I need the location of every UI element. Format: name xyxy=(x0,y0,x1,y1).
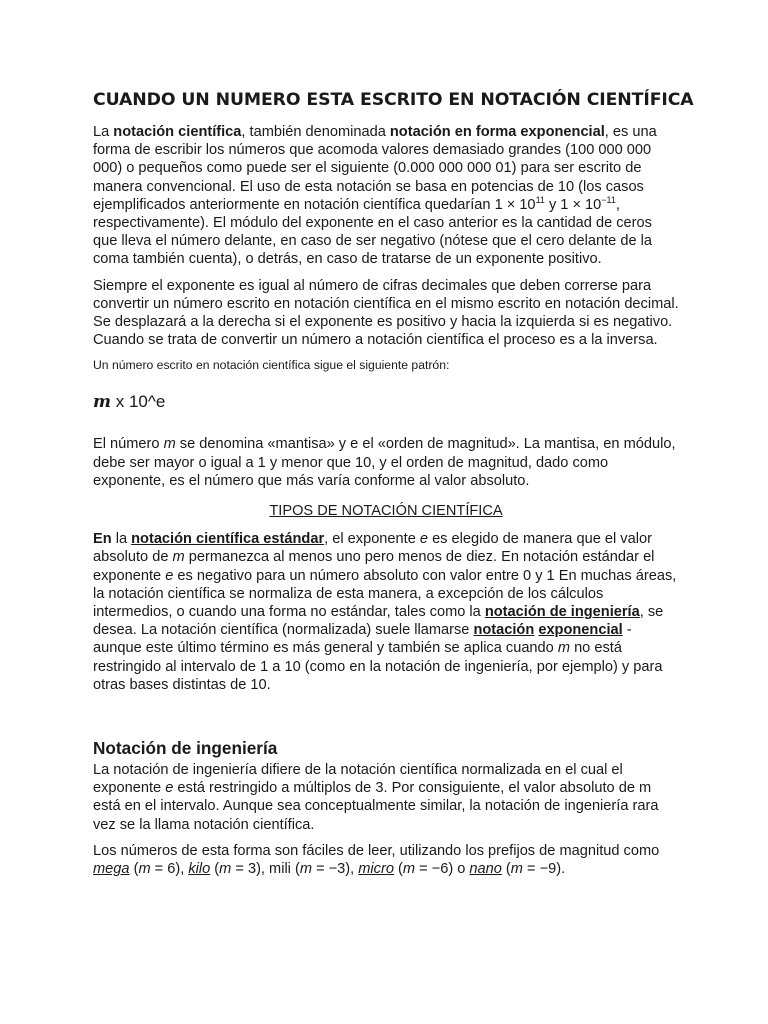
bold-term-notacion-cientifica: notación científica xyxy=(113,124,242,140)
text: , es una forma de escribir los números que acomoda valores demasiado grandes (100 000 000 000) o pequeños como puede ser el siguiente (0.000 000 000 01) para ser escrito de manera convencional. El uso de esta notación se basa en potencias de 10 (los casos ejemplificados anteriormente en notación científica quedarían 1 × 10 xyxy=(93,124,657,213)
link-kilo[interactable]: kilo xyxy=(188,861,211,878)
text: no está restringido al intervalo de 1 a 10 (como en la notación de ingeniería, por ejemplo) y para otras bases distintas de 10. xyxy=(93,640,663,693)
variable-e: e xyxy=(165,780,174,797)
text: es elegido de manera que el valor absoluto de xyxy=(93,531,652,566)
formula-mantissa: m xyxy=(93,392,111,413)
bold-text: En xyxy=(93,531,112,548)
text: es negativo para un número absoluto con valor entre 0 y 1 En muchas áreas, la notación científica se normaliza de esta manera, a excepción de los cálculos intermedios, o cuando una forma no estándar, tales como la xyxy=(93,567,677,621)
link-micro[interactable]: micro xyxy=(358,861,394,878)
superscript: 11 xyxy=(535,194,545,205)
text: se denomina «mantisa» y e el «orden de magnitud». La mantisa, en módulo, debe ser mayor o igual a 1 y menor que 10, y el orden de magnitud, dado como exponente, es el número que más varía conforme al valor absoluto. xyxy=(93,436,676,489)
text: = 6), xyxy=(150,861,189,878)
page-title: CUANDO UN NUMERO ESTA ESCRITO EN NOTACIÓN CIENTÍFICA xyxy=(93,90,694,110)
paragraph-engineering xyxy=(93,761,679,834)
variable-e: e xyxy=(165,567,174,584)
text: ( xyxy=(501,861,511,878)
link-notacion-de-ingenieria[interactable]: notación de ingeniería xyxy=(484,604,640,621)
paragraph-mantissa xyxy=(93,435,679,490)
document-body xyxy=(93,88,694,878)
text: Los números de esta forma son fáciles de leer, utilizando los prefijos de magnitud como xyxy=(93,842,660,859)
paragraph-intro xyxy=(93,123,679,269)
variable-e: e xyxy=(419,531,429,548)
formula xyxy=(93,391,679,413)
text: - aunque este último término es más general y también se aplica cuando xyxy=(93,622,632,657)
variable-m: m xyxy=(402,861,416,878)
variable-m: m xyxy=(510,861,523,878)
text: ( xyxy=(129,861,139,878)
section-heading-ingenieria: Notación de ingeniería xyxy=(93,738,278,759)
text: El número xyxy=(93,436,164,453)
text: La xyxy=(93,124,114,140)
text: La notación de ingeniería difiere de la notación científica normalizada en el cual el exponente xyxy=(93,762,623,797)
text: ( xyxy=(210,861,220,878)
text: , respectivamente). El módulo del exponente en el caso anterior es la cantidad de ceros que lleva el número delante, en caso de ser negativo (nótese que el cero delante de la coma también cuenta), o detrás, en caso de tratarse de un exponente positivo. xyxy=(93,196,652,268)
bold-term-notacion-exponencial: notación en forma exponencial xyxy=(389,124,605,140)
text: , se desea. La notación científica (normalizada) suele llamarse xyxy=(93,604,664,639)
link-exponencial[interactable]: exponencial xyxy=(538,622,623,639)
text: , el exponente xyxy=(324,531,420,548)
text: la xyxy=(111,531,132,548)
text: = −9). xyxy=(522,861,566,878)
text: permanezca al menos uno pero menos de diez. En notación estándar el exponente xyxy=(93,549,655,584)
paragraph-pattern-intro: Un número escrito en notación científica sigue el siguiente patrón: xyxy=(93,358,450,373)
paragraph-standard-notation xyxy=(93,530,679,694)
paragraph-exponent: Siempre el exponente es igual al número de cifras decimales que deben correrse para convertir un número escrito en notación científica en el mismo escrito en notación decimal. Se desplazará a la derecha si el exponente es positivo y hacia la izquierda si es negativo. Cuando se trata de convertir un número a notación científica el proceso es a la inversa. xyxy=(93,277,679,349)
text: = 3), mili ( xyxy=(231,861,300,878)
variable-m: m xyxy=(138,861,151,878)
superscript: −11 xyxy=(601,194,616,205)
text: , también denominada xyxy=(241,124,390,140)
text: = −6) o xyxy=(415,861,470,878)
variable-m: m xyxy=(172,549,185,566)
text: = −3), xyxy=(312,861,359,878)
variable-m: m xyxy=(299,861,313,878)
section-title: TIPOS DE NOTACIÓN CIENTÍFICA xyxy=(269,503,503,520)
formula-rest: x 10^e xyxy=(111,392,166,412)
link-notacion[interactable]: notación xyxy=(473,622,535,639)
text: ( xyxy=(393,861,403,878)
text: y 1 × 10 xyxy=(544,196,602,213)
link-nano[interactable]: nano xyxy=(469,861,502,878)
variable-m: m xyxy=(163,436,176,453)
variable-m: m xyxy=(557,640,571,657)
text: está restringido a múltiplos de 3. Por consiguiente, el valor absoluto de m está en el intervalo. Aunque sea conceptualmente similar, la notación de ingeniería rara vez se la llama notación científica. xyxy=(93,780,659,833)
link-mega[interactable]: mega xyxy=(93,861,130,878)
link-notacion-cientifica-estandar[interactable]: notación científica estándar xyxy=(131,531,325,548)
variable-m: m xyxy=(219,861,232,878)
paragraph-prefixes xyxy=(93,842,679,878)
